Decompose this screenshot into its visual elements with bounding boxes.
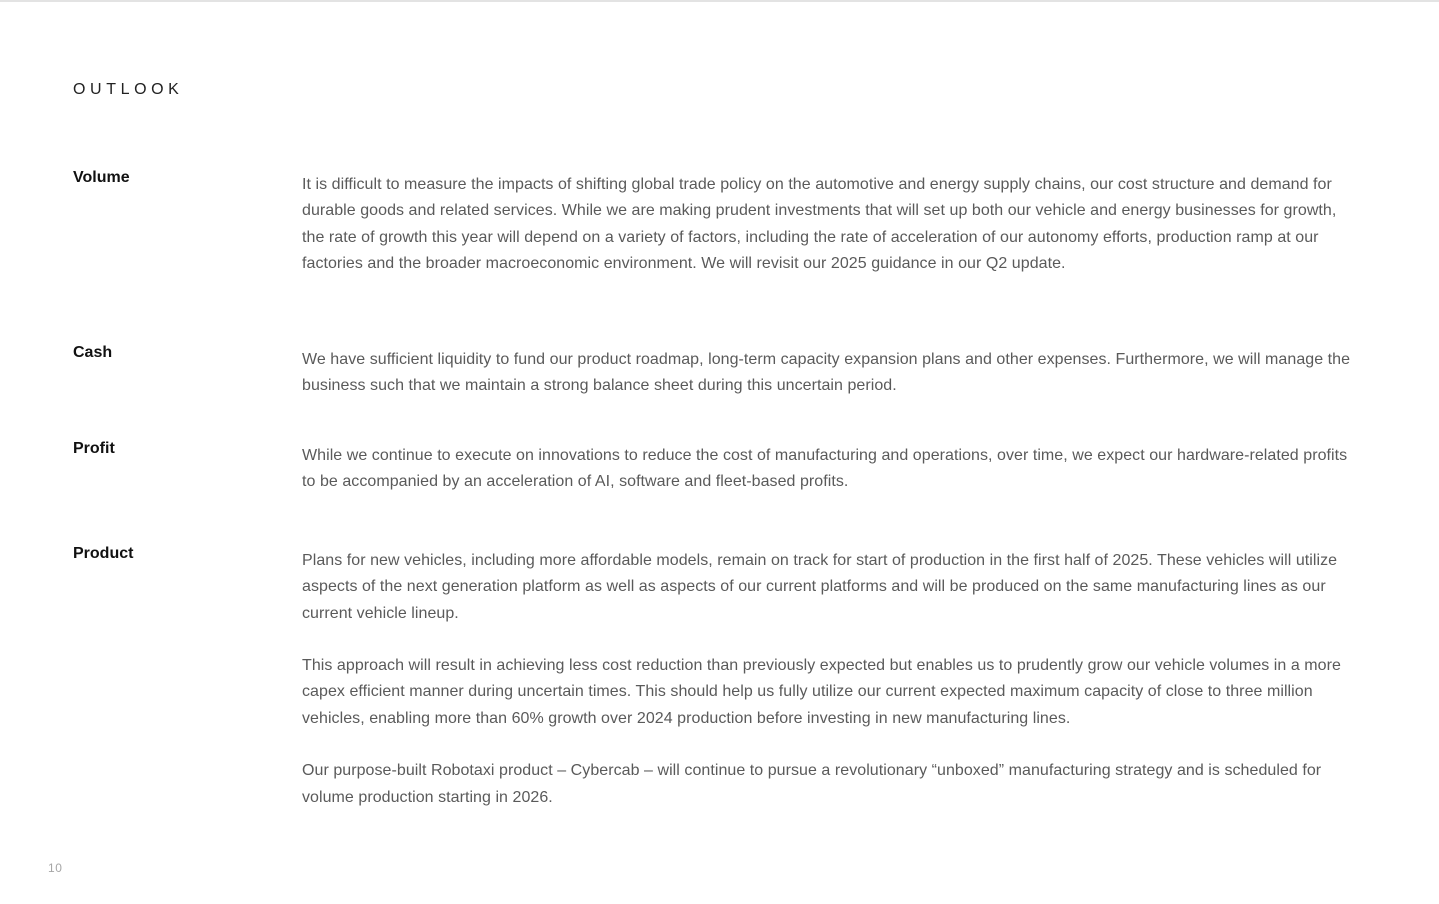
section-label-volume: Volume	[73, 169, 130, 186]
paragraph: Plans for new vehicles, including more affordable models, remain on track for start of production in the first half of 2025. These vehicles will utilize aspects of the next generation platform as well as aspects of our current platforms and will be produced on the same manufacturing lines as our current vehicle lineup.	[302, 552, 1338, 622]
section-body-volume	[302, 172, 1352, 277]
section-label-cash: Cash	[73, 344, 113, 361]
paragraph: We have sufficient liquidity to fund our product roadmap, long-term capacity expansion plans and other expenses. Furthermore, we will manage the business such that we maintain a strong balance sheet during this uncertain period.	[302, 351, 1351, 395]
section-label-profit: Profit	[73, 440, 115, 457]
section-body-profit	[302, 443, 1352, 496]
section-body-cash	[302, 347, 1352, 400]
section-body-product	[302, 548, 1352, 811]
top-divider	[0, 0, 1439, 2]
page-title: OUTLOOK	[73, 81, 184, 98]
paragraph: While we continue to execute on innovations to reduce the cost of manufacturing and operations, over time, we expect our hardware-related profits to be accompanied by an acceleration of AI, software and fleet-based profits.	[302, 447, 1348, 491]
page-number: 10	[48, 861, 63, 875]
section-label-product: Product	[73, 545, 134, 562]
paragraph: This approach will result in achieving less cost reduction than previously expected but enables us to prudently grow our vehicle volumes in a more capex efficient manner during uncertain times. This should help us fully utilize our current expected maximum capacity of close to three million vehicles, enabling more than 60% growth over 2024 production before investing in new manufacturing lines.	[302, 657, 1341, 727]
paragraph: Our purpose-built Robotaxi product – Cybercab – will continue to pursue a revolutionary “unboxed” manufacturing strategy and is scheduled for volume production starting in 2026.	[302, 762, 1322, 806]
paragraph: It is difficult to measure the impacts of shifting global trade policy on the automotive and energy supply chains, our cost structure and demand for durable goods and related services. While we are making prudent investments that will set up both our vehicle and energy businesses for growth, the rate of growth this year will depend on a variety of factors, including the rate of acceleration of our autonomy efforts, production ramp at our factories and the broader macroeconomic environment. We will revisit our 2025 guidance in our Q2 update.	[302, 176, 1337, 272]
